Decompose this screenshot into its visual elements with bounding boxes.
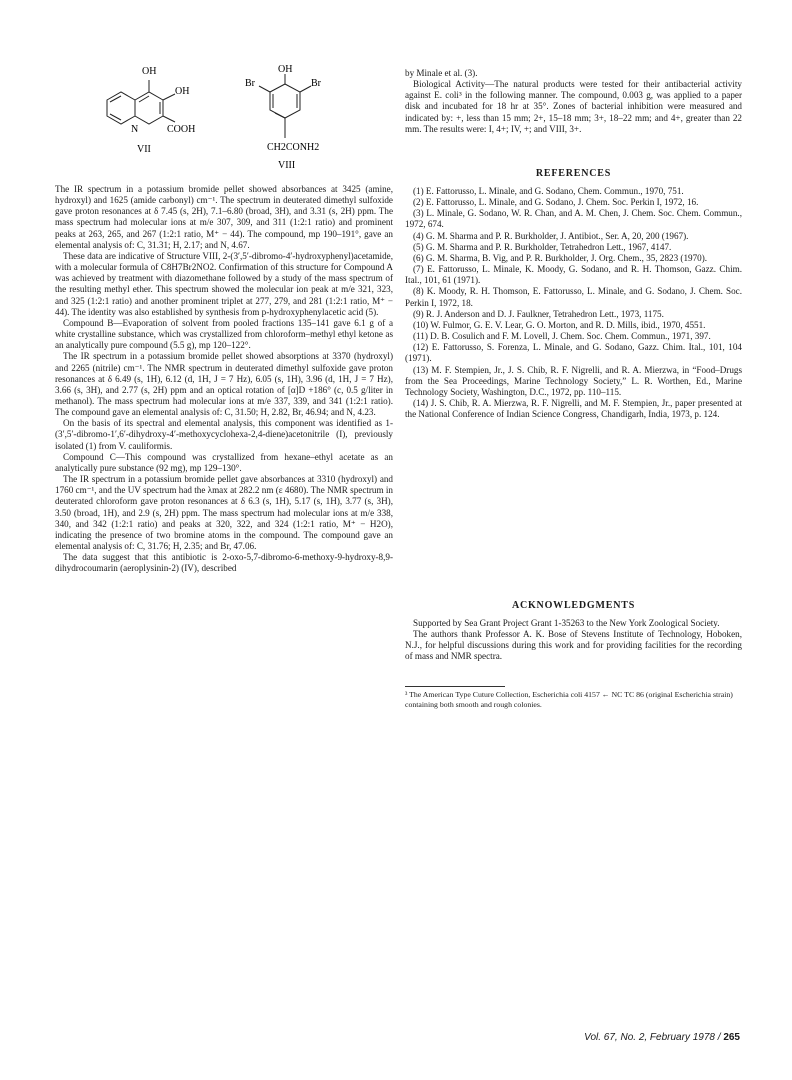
reference-item: (7) E. Fattorusso, L. Minale, K. Moody, G. Sodano, and R. H. Thomson, Gazz. Chim. Ital., 101, 61 (1971). [405,264,742,286]
viii-br-right: Br [311,78,321,89]
viii-label: VIII [278,160,296,171]
acknowledgments-text [405,618,742,663]
viii-substituent: CH2CONH2 [267,142,320,153]
page-number: 265 [723,1032,740,1043]
journal-citation: Vol. 67, No. 2, February 1978 / [584,1032,721,1043]
vii-cooh: COOH [167,124,196,135]
reference-item: (14) J. S. Chib, R. A. Mierzwa, R. F. Nigrelli, and M. F. Stempien, Jr., paper presented at the National Conference of Indian Science Congress, Chandigarh, India, 1973, p. 124. [405,397,742,420]
reference-item: (13) M. F. Stempien, Jr., J. S. Chib, R. F. Nigrelli, and R. A. Mierzwa, in “Food–Drugs from the Sea Proceedings, Marine Technology Society,” L. R. Worthen, Ed., Marine Technology Society, Washington, D.C., 1972, pp. 110–115. [405,364,742,397]
paragraph-ir-compound-c: The IR spectrum in a potassium bromide pellet gave absorbances at 3310 (hydroxyl) and 1760 cm⁻¹, and the UV spectrum had the λmax at 282.2 nm (ε 4680). The NMR spectrum in deuterated chloroform gave proton resonances at δ 6.3 (s, 1H), 5.17 (s, 1H), 3.77 (s, 3H), 3.50 (broad, 1H), and 2.9 (s, 2H) ppm. The mass spectrum had molecular ions at m/e 338, 340, and 342 (1:2:1 ratio) and peaks at 320, 322, and 324 (1:2:1 ratio, M⁺ − H2O), indicating the presence of two bromine atoms in the compound. The compound gave an elemental analysis of: C, 31.76; H, 2.35; and Br, 47.06. [55,474,393,551]
ack-grant: Supported by Sea Grant Project Grant 1-35263 to the New York Zoological Society. [413,618,720,628]
acknowledgments-heading: ACKNOWLEDGMENTS [511,600,636,611]
reference-item: (11) D. B. Cosulich and F. M. Lovell, J. Chem. Soc. Chem. Commun., 1971, 397. [413,331,711,342]
vii-oh-side: OH [175,86,190,97]
vii-n: N [131,124,139,135]
chemical-structures [95,62,395,174]
paragraph-compound-b: Compound B—Evaporation of solvent from pooled fractions 135–141 gave 6.1 g of a white crystalline substance, which was crystallized from chloroform–methyl ethyl ketone as an analytically pure compound (5.5 g), mp 120–122°. [55,317,393,351]
ack-thanks: The authors thank Professor A. K. Bose of Stevens Institute of Technology, Hoboken, N.J., for helpful discussions during this work and for providing facilities for the recording of mass and NMR spectra. [405,629,742,662]
structures-drawing [95,62,395,174]
paragraph-compound-c: Compound C—This compound was crystallized from hexane–ethyl acetate as an analytically pure substance (92 mg), mp 129–130°. [55,451,393,473]
paragraph-structure-viii: These data are indicative of Structure VIII, 2-(3′,5′-dibromo-4′-hydroxyphenyl)acetamide, with a molecular formula of C8H7Br2NO2. Confirmation of this structure for Compound A was achieved by treatment with diazomethane followed by a study of the mass spectrum of the resulting methyl ether. This spectrum showed the molecular ion peak at m/e 321, 323, and 325 (1:2:1 ratio) and another prominent triplet at 277, 279, and 281 (1:2:1 ratio, M⁺ − 44). The identity was also established by synthesis from p-hydroxyphenylacetic acid (5). [55,250,393,317]
paragraph-aeroplysinin: The data suggest that this antibiotic is 2-oxo-5,7-dibromo-6-methoxy-9-hydroxy-8,9-dihydrocoumarin (aeroplysinin-2) (IV), described [55,552,393,574]
references-list [405,186,742,420]
viii-oh-top: OH [278,64,293,75]
paragraph-identification-i: On the basis of its spectral and elemental analysis, this component was identified as 1-(3′,5′-dibromo-1′,6′-dihydroxy-4′-methoxycyclohexa-2,4-diene)acetonitrile (I), previously isolated (1) from V. cauliformis. [55,418,393,451]
left-column-text [55,184,393,574]
footnote: ³ The American Type Cuture Collection, Escherichia coli 4157 ← NC TC 86 (original Escherichia strain) containing both smooth and rough colonies. [405,690,733,709]
reference-item: (3) L. Minale, G. Sodano, W. R. Chan, and A. M. Chen, J. Chem. Soc. Chem. Commun., 1972, 674. [405,208,742,230]
vii-label: VII [137,144,151,155]
footnote-rule [405,686,505,687]
page-footer [584,1032,740,1043]
reference-item: (10) W. Fulmor, G. E. V. Lear, G. O. Morton, and R. D. Mills, ibid., 1970, 4551. [413,319,706,330]
paragraph-ir-compound-b: The IR spectrum in a potassium bromide pellet showed absorptions at 3370 (hydroxyl) and 2265 (nitrile) cm⁻¹. The NMR spectrum in deuterated dimethyl sulfoxide gave proton resonances at δ 6.49 (s, 1H), 6.12 (d, 1H, J = 7 Hz), 6.05 (s, 1H), 3.96 (d, 1H, J = 7 Hz), 3.66 (s, 3H), and 2.77 (s, 2H) ppm and an optical rotation of [α]D +186° (c, 0.5 g/liter in methanol). The mass spectrum had molecular ions at m/e 337, 339, and 341 (1:2:1 ratio). The compound gave an elemental analysis of: C, 31.50; H, 2.82, Br, 46.94; and N, 4.23. [55,351,393,418]
paragraph-continuation: by Minale et al. (3). [405,68,478,78]
reference-item: (6) G. M. Sharma, B. Vig, and P. R. Burkholder, J. Org. Chem., 35, 2823 (1970). [413,252,708,263]
reference-item: (9) R. J. Anderson and D. J. Faulkner, Tetrahedron Lett., 1973, 1175. [413,308,664,319]
reference-item: (5) G. M. Sharma and P. R. Burkholder, Tetrahedron Lett., 1967, 4147. [413,241,672,252]
reference-item: (2) E. Fattorusso, L. Minale, and G. Sodano, J. Chem. Soc. Perkin I, 1972, 16. [413,197,699,208]
vii-oh-top: OH [142,66,157,77]
reference-item: (1) E. Fattorusso, L. Minale, and G. Sodano, Chem. Commun., 1970, 751. [413,186,684,196]
reference-item: (8) K. Moody, R. H. Thomson, E. Fattorusso, L. Minale, and G. Sodano, J. Chem. Soc. Perkin I, 1972, 18. [405,286,742,308]
reference-item: (4) G. M. Sharma and P. R. Burkholder, J. Antibiot., Ser. A, 20, 200 (1967). [413,230,689,241]
paragraph-biological-activity: Biological Activity—The natural products were tested for their antibacterial activity against E. coli³ in the following manner. The compound, 0.003 g, was applied to a paper disk and incubated for 18 hr at 35°. Zones of bacterial inhibition were measured and indicated by: +, less than 15 mm; 2+, 15–18 mm; 3+, 18–22 mm; and 4+, greater than 22 mm. The results were: I, 4+; IV, +; and VIII, 3+. [405,79,742,134]
reference-item: (12) E. Fattorusso, S. Forenza, L. Minale, and G. Sodano, Gazz. Chim. Ital., 101, 104 (1971). [405,342,742,364]
paragraph-ir-viii: The IR spectrum in a potassium bromide pellet showed absorbances at 3425 (amine, hydroxyl) and 1625 (amide carbonyl) cm⁻¹. The spectrum in deuterated dimethyl sulfoxide gave proton resonances at δ 7.45 (s, 2H), 7.1–6.80 (broad, 3H), and 3.31 (s, 2H) ppm. The mass spectrum had molecular ions at m/e 307, 309, and 311 (1:2:1 ratio) and prominent peaks at 263, 265, and 267 (1:2:1 ratio, M⁺ − 44). The compound, mp 190–191°, gave an elemental analysis of: C, 31.31; H, 2.17; and N, 4.67. [55,184,393,250]
viii-br-left: Br [245,78,255,89]
right-column-text [405,68,742,135]
references-heading: REFERENCES [535,168,612,179]
